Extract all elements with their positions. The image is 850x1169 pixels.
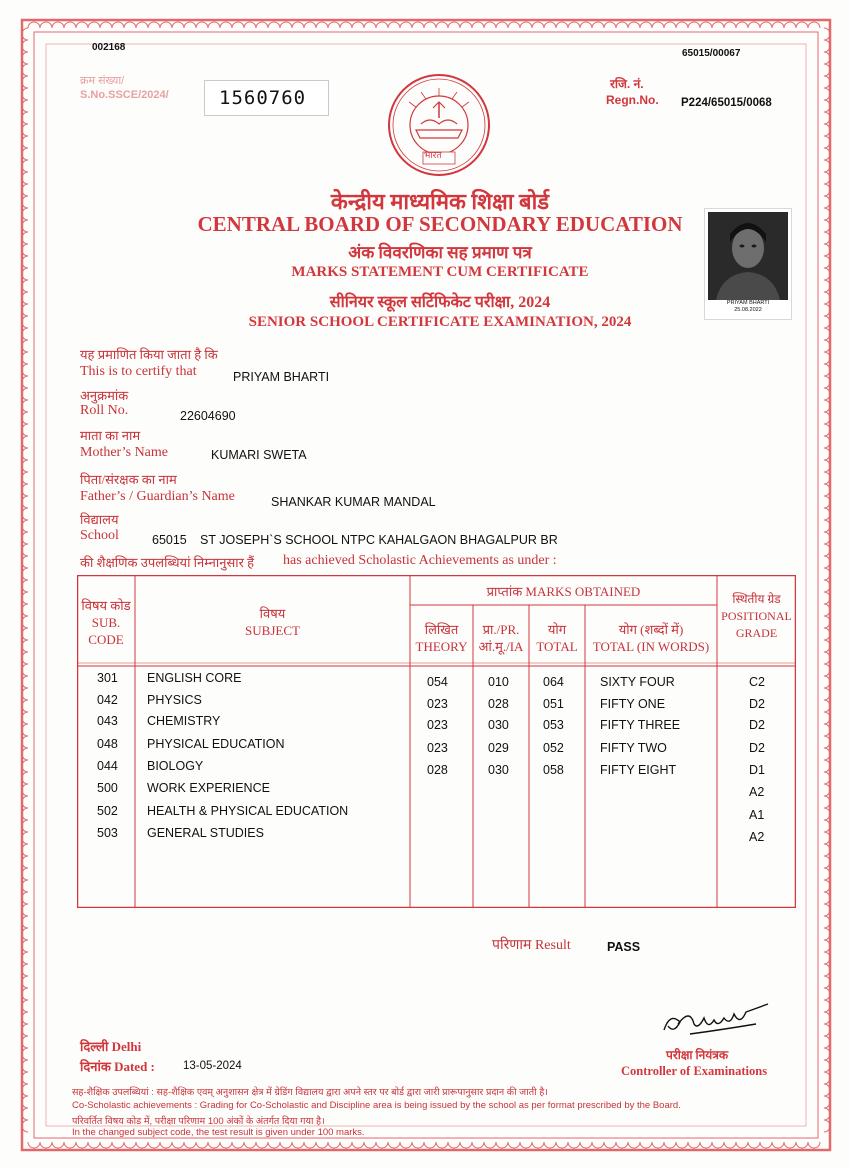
header-practical-hi: प्रा./PR. xyxy=(482,622,520,637)
border-scallop xyxy=(136,1142,148,1148)
cell-code: 503 xyxy=(97,826,118,840)
cell-total-words: FIFTY TWO xyxy=(600,741,667,755)
mother-name: KUMARI SWETA xyxy=(211,448,307,462)
header-theory-hi: लिखित xyxy=(424,622,459,637)
border-scallop xyxy=(496,22,508,28)
border-scallop xyxy=(652,1142,664,1148)
header-total-hi: योग xyxy=(547,622,567,637)
border-scallop xyxy=(604,22,616,28)
cell-practical: 029 xyxy=(488,741,509,755)
cell-total-words: SIXTY FOUR xyxy=(600,675,675,689)
corner-number-right: 65015/00067 xyxy=(682,48,741,59)
certify-label-en: This is to certify that xyxy=(80,364,197,379)
border-scallop xyxy=(328,22,340,28)
border-scallop xyxy=(340,22,352,28)
school-name: ST JOSEPH`S SCHOOL NTPC KAHALGAON BHAGALPUR BR xyxy=(200,533,558,547)
border-scallop xyxy=(232,22,244,28)
cell-total: 053 xyxy=(543,718,564,732)
border-scallop xyxy=(208,1142,220,1148)
border-scallop xyxy=(280,1142,292,1148)
border-scallop xyxy=(352,22,364,28)
border-scallop xyxy=(748,1142,760,1148)
cell-code: 043 xyxy=(97,714,118,728)
border-scallop xyxy=(184,1142,196,1148)
cell-theory: 023 xyxy=(427,718,448,732)
border-scallop xyxy=(712,22,724,28)
cell-total-words: FIFTY EIGHT xyxy=(600,763,677,777)
cell-grade: D2 xyxy=(749,718,765,732)
border-scallop xyxy=(676,1142,688,1148)
border-scallop xyxy=(100,1142,112,1148)
cell-subject: GENERAL STUDIES xyxy=(147,826,264,840)
serial-number: 1560760 xyxy=(219,87,307,109)
result-label xyxy=(492,935,571,954)
border-scallop xyxy=(220,22,232,28)
controller-title-hi: परीक्षा नियंत्रक xyxy=(666,1048,729,1062)
cell-subject: BIOLOGY xyxy=(147,759,204,773)
border-scallop xyxy=(220,1142,232,1148)
place-label xyxy=(80,1037,141,1055)
board-name-hi: केन्द्रीय माध्यमिक शिक्षा बोर्ड xyxy=(330,189,550,214)
result-label-hi: परिणाम xyxy=(492,938,532,953)
father-label-en: Father’s / Guardian’s Name xyxy=(80,489,235,504)
cell-grade: D2 xyxy=(749,697,765,711)
serial-label-en: S.No.SSCE/2024/ xyxy=(80,89,169,101)
photo-caption xyxy=(705,300,791,314)
border-scallop xyxy=(736,1142,748,1148)
cell-grade: A2 xyxy=(749,785,765,799)
cell-code: 042 xyxy=(97,693,118,707)
cell-code: 048 xyxy=(97,737,118,751)
border-scallop xyxy=(244,1142,256,1148)
footnote-1-en: Co-Scholastic achievements : Grading for Co-Scholastic and Discipline area is being issued by the school as per format prescribed by the Board. xyxy=(72,1100,681,1111)
border-scallop xyxy=(52,22,64,28)
cell-grade: C2 xyxy=(749,675,765,689)
regn-label-en: Regn.No. xyxy=(606,93,659,107)
border-scallop xyxy=(544,22,556,28)
mother-label-hi: माता का नाम xyxy=(80,428,141,443)
border-scallop xyxy=(808,1142,820,1148)
border-scallop xyxy=(724,1142,736,1148)
cell-total: 064 xyxy=(543,675,564,689)
border-scallop xyxy=(292,22,304,28)
border-scallop xyxy=(172,1142,184,1148)
border-scallop xyxy=(160,1142,172,1148)
border-scallop xyxy=(304,22,316,28)
controller-title-en: Controller of Examinations xyxy=(621,1064,768,1078)
roll-number: 22604690 xyxy=(180,409,236,423)
header-grade-en1: POSITIONAL xyxy=(721,609,792,623)
photo-caption-name: PRIYAM BHARTI xyxy=(726,300,770,306)
regn-number: P224/65015/0068 xyxy=(681,97,772,109)
achieved-label-hi: की शैक्षणिक उपलब्धियां निम्नानुसार हैं xyxy=(80,555,255,570)
border-scallop xyxy=(268,1142,280,1148)
border-scallop xyxy=(640,22,652,28)
border-scallop xyxy=(616,1142,628,1148)
doc-type-hi: अंक विवरणिका सह प्रमाण पत्र xyxy=(348,243,532,262)
cell-grade: A1 xyxy=(749,808,765,822)
border-scallop xyxy=(280,22,292,28)
cell-practical: 028 xyxy=(488,697,509,711)
border-scallop xyxy=(520,1142,532,1148)
cell-theory: 023 xyxy=(427,741,448,755)
header-marks-obtained: प्राप्तांक MARKS OBTAINED xyxy=(486,584,641,599)
border-scallop xyxy=(184,22,196,28)
border-scallop xyxy=(460,1142,472,1148)
border-scallop xyxy=(604,1142,616,1148)
border-scallop xyxy=(676,22,688,28)
portrait-silhouette-icon xyxy=(708,212,788,300)
cell-total: 051 xyxy=(543,697,564,711)
border-scallop xyxy=(412,22,424,28)
border-scallop xyxy=(736,22,748,28)
border-scallop xyxy=(400,1142,412,1148)
border-scallop xyxy=(364,1142,376,1148)
border-scallop xyxy=(616,22,628,28)
border-scallop xyxy=(772,1142,784,1148)
cell-code: 301 xyxy=(97,671,118,685)
student-name: PRIYAM BHARTI xyxy=(233,370,330,384)
border-scallop xyxy=(460,22,472,28)
achieved-label-en: has achieved Scholastic Achievements as under : xyxy=(283,553,557,568)
father-name: SHANKAR KUMAR MANDAL xyxy=(271,495,436,509)
border-scallop xyxy=(760,1142,772,1148)
mother-label-en: Mother’s Name xyxy=(80,445,168,460)
border-scallop xyxy=(112,1142,124,1148)
border-scallop xyxy=(28,22,40,28)
border-scallop xyxy=(484,1142,496,1148)
border-scallop xyxy=(112,22,124,28)
border-scallop xyxy=(88,1142,100,1148)
result-label-en: Result xyxy=(534,938,571,953)
cell-grade: A2 xyxy=(749,830,765,844)
border-scallop xyxy=(256,1142,268,1148)
cell-practical: 010 xyxy=(488,675,509,689)
border-scallop xyxy=(364,22,376,28)
border-scallop xyxy=(772,22,784,28)
border-scallop xyxy=(160,22,172,28)
border-scallop xyxy=(760,22,772,28)
border-scallop xyxy=(304,1142,316,1148)
dated-label-hi: दिनांक xyxy=(80,1059,111,1074)
border-scallop xyxy=(556,22,568,28)
border-scallop xyxy=(376,1142,388,1148)
serial-label-hi: क्रम संख्या/ xyxy=(80,75,125,87)
border-scallop xyxy=(664,22,676,28)
border-scallop xyxy=(136,22,148,28)
border-scallop xyxy=(196,22,208,28)
header-code-hi: विषय कोड xyxy=(81,598,131,613)
border-scallop xyxy=(568,1142,580,1148)
header-practical-en: आं.मू./IA xyxy=(478,639,524,654)
border-scallop xyxy=(412,1142,424,1148)
border-scallop xyxy=(808,22,820,28)
student-photo xyxy=(704,208,792,320)
border-scallop xyxy=(472,22,484,28)
border-scallop xyxy=(568,22,580,28)
border-scallop xyxy=(316,22,328,28)
border-scallop xyxy=(448,1142,460,1148)
border-scallop xyxy=(244,22,256,28)
border-scallop xyxy=(328,1142,340,1148)
border-scallop xyxy=(508,1142,520,1148)
border-scallop xyxy=(268,22,280,28)
border-scallop xyxy=(436,1142,448,1148)
border-scallop xyxy=(688,1142,700,1148)
border-scallop xyxy=(700,1142,712,1148)
controller-signature xyxy=(660,1000,772,1040)
header-total-words-hi: योग (शब्दों में) xyxy=(618,622,684,637)
cell-code: 502 xyxy=(97,804,118,818)
border-scallop xyxy=(628,1142,640,1148)
school-label-en: School xyxy=(80,528,119,543)
border-scallop xyxy=(388,22,400,28)
border-scallop xyxy=(148,22,160,28)
exam-name-en: SENIOR SCHOOL CERTIFICATE EXAMINATION, 2024 xyxy=(248,314,632,330)
border-scallop xyxy=(208,22,220,28)
cell-subject: HEALTH & PHYSICAL EDUCATION xyxy=(147,804,349,818)
cell-code: 044 xyxy=(97,759,118,773)
school-code: 65015 xyxy=(152,533,187,547)
border-scallop xyxy=(28,1142,40,1148)
border-scallop xyxy=(700,22,712,28)
cell-subject: PHYSICS xyxy=(147,693,202,707)
serial-number-box xyxy=(204,80,329,116)
header-theory-en: THEORY xyxy=(415,639,468,654)
border-scallop xyxy=(580,22,592,28)
cell-subject: CHEMISTRY xyxy=(147,714,221,728)
border-scallop xyxy=(232,1142,244,1148)
border-scallop xyxy=(64,1142,76,1148)
border-scallop xyxy=(496,1142,508,1148)
border-scallop xyxy=(76,1142,88,1148)
border-scallop xyxy=(292,1142,304,1148)
cell-total-words: FIFTY ONE xyxy=(600,697,666,711)
header-total-words-en: TOTAL (IN WORDS) xyxy=(592,639,710,654)
cell-total: 058 xyxy=(543,763,564,777)
cell-subject: PHYSICAL EDUCATION xyxy=(147,737,285,751)
border-scallop xyxy=(88,22,100,28)
header-subject-en: SUBJECT xyxy=(245,623,300,638)
header-code xyxy=(77,597,135,648)
border-scallop xyxy=(40,22,52,28)
cell-code: 500 xyxy=(97,781,118,795)
issue-date: 13-05-2024 xyxy=(183,1060,242,1072)
border-scallop xyxy=(172,22,184,28)
border-scallop xyxy=(424,22,436,28)
header-theory xyxy=(410,621,473,655)
cell-subject: WORK EXPERIENCE xyxy=(147,781,270,795)
photo-caption-date: 25.08.2022 xyxy=(734,307,762,313)
border-scallop xyxy=(124,1142,136,1148)
border-scallop xyxy=(472,1142,484,1148)
border-scallop xyxy=(592,22,604,28)
header-code-en1: SUB. xyxy=(91,615,121,630)
header-grade-en2: GRADE xyxy=(735,626,778,640)
border-scallop xyxy=(40,1142,52,1148)
border-scallop xyxy=(748,22,760,28)
border-scallop xyxy=(448,22,460,28)
border-scallop xyxy=(784,22,796,28)
place-label-en: Delhi xyxy=(111,1039,142,1054)
border-scallop xyxy=(52,1142,64,1148)
border-scallop xyxy=(352,1142,364,1148)
cell-grade: D2 xyxy=(749,741,765,755)
doc-type-en: MARKS STATEMENT CUM CERTIFICATE xyxy=(291,264,589,280)
border-scallop xyxy=(64,22,76,28)
header-grade-hi: स्थितीय ग्रेड xyxy=(732,592,781,606)
footnote-2-hi: परिवर्तित विषय कोड में, परीक्षा परिणाम 100 अंकों के अंतर्गत दिया गया है। xyxy=(72,1116,325,1127)
border-scallop xyxy=(424,1142,436,1148)
cell-theory: 023 xyxy=(427,697,448,711)
border-scallop xyxy=(688,22,700,28)
roll-label-en: Roll No. xyxy=(80,403,129,418)
cell-practical: 030 xyxy=(488,718,509,732)
result-value: PASS xyxy=(607,940,641,954)
cell-total-words: FIFTY THREE xyxy=(600,718,681,732)
father-label-hi: पिता/संरक्षक का नाम xyxy=(80,472,177,487)
border-scallop xyxy=(796,1142,808,1148)
dated-label-en: Dated : xyxy=(114,1059,155,1074)
border-scallop xyxy=(508,22,520,28)
border-scallop xyxy=(100,22,112,28)
place-label-hi: दिल्ली xyxy=(80,1039,109,1054)
header-total-en: TOTAL xyxy=(536,639,578,654)
header-practical xyxy=(473,621,529,655)
border-scallop xyxy=(556,1142,568,1148)
exam-name-hi: सीनियर स्कूल सर्टिफिकेट परीक्षा, 2024 xyxy=(329,294,551,311)
border-scallop xyxy=(376,22,388,28)
header-total-words xyxy=(585,621,717,655)
cell-practical: 030 xyxy=(488,763,509,777)
regn-label-hi: रजि. नं. xyxy=(610,77,644,91)
photo-portrait xyxy=(708,212,788,300)
header-subject-hi: विषय xyxy=(259,606,286,621)
border-scallop xyxy=(148,1142,160,1148)
header-grade xyxy=(717,591,796,642)
border-scallop xyxy=(256,22,268,28)
border-scallop xyxy=(388,1142,400,1148)
roll-label-hi: अनुक्रमांक xyxy=(80,388,129,403)
cell-theory: 054 xyxy=(427,675,448,689)
cell-subject: ENGLISH CORE xyxy=(147,671,242,685)
border-scallop xyxy=(712,1142,724,1148)
border-scallop xyxy=(796,22,808,28)
footnote-1-hi: सह-शैक्षिक उपलब्धियां : सह-शैक्षिक एवम् अनुशासन क्षेत्र में ग्रेडिंग विद्यालय द्वारा अपने स्तर पर बोर्ड द्वारा जारी प्रारूपानुसार प्रदान की जाती है। xyxy=(72,1087,548,1098)
certify-label-hi: यह प्रमाणित किया जाता है कि xyxy=(80,347,218,362)
regn-label xyxy=(606,76,659,108)
serial-label xyxy=(80,74,169,102)
border-scallop xyxy=(520,22,532,28)
border-scallop xyxy=(532,1142,544,1148)
footnote-2-en: In the changed subject code, the test result is given under 100 marks. xyxy=(72,1127,365,1138)
cell-total: 052 xyxy=(543,741,564,755)
border-scallop xyxy=(640,1142,652,1148)
border-scallop xyxy=(544,1142,556,1148)
emblem-caption: भारत xyxy=(424,150,442,160)
border-scallop xyxy=(580,1142,592,1148)
border-scallop xyxy=(316,1142,328,1148)
header-total xyxy=(529,621,585,655)
border-scallop xyxy=(196,1142,208,1148)
border-scallop xyxy=(652,22,664,28)
marks-table xyxy=(77,575,796,908)
school-label-hi: विद्यालय xyxy=(80,512,119,527)
border-scallop xyxy=(484,22,496,28)
border-scallop xyxy=(124,22,136,28)
border-scallop xyxy=(532,22,544,28)
border-scallop xyxy=(76,22,88,28)
header-code-en2: CODE xyxy=(88,632,124,647)
border-scallop xyxy=(592,1142,604,1148)
cell-grade: D1 xyxy=(749,763,765,777)
border-scallop xyxy=(724,22,736,28)
header-subject xyxy=(135,605,410,639)
border-scallop xyxy=(340,1142,352,1148)
border-scallop xyxy=(664,1142,676,1148)
border-scallop xyxy=(436,22,448,28)
dated-label xyxy=(80,1057,155,1075)
cell-theory: 028 xyxy=(427,763,448,777)
board-name-en: CENTRAL BOARD OF SECONDARY EDUCATION xyxy=(197,212,683,236)
border-scallop xyxy=(784,1142,796,1148)
cbse-emblem-icon xyxy=(386,72,492,178)
border-scallop xyxy=(628,22,640,28)
corner-number-left: 002168 xyxy=(92,42,126,53)
border-scallop xyxy=(400,22,412,28)
